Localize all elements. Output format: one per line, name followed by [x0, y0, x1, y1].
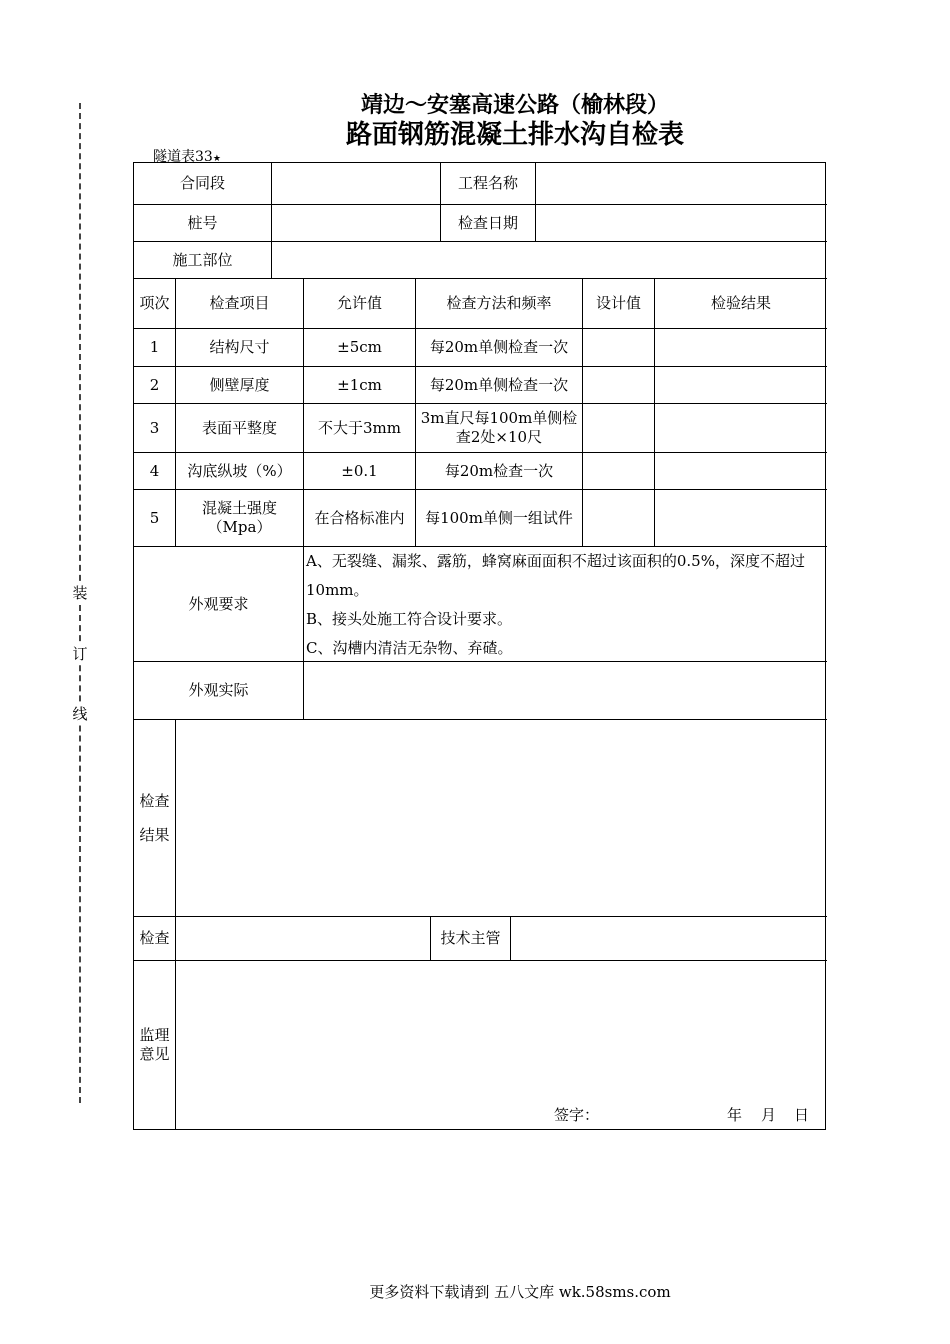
- col-header-no: 项次: [134, 279, 176, 329]
- inspect-date-label: 检查日期: [441, 205, 536, 242]
- col-header-design: 设计值: [583, 279, 655, 329]
- results-field[interactable]: [176, 720, 827, 917]
- tech-supervisor-field[interactable]: [511, 917, 827, 961]
- appearance-req-label: 外观要求: [134, 547, 304, 662]
- row-result-field[interactable]: [655, 367, 827, 404]
- row-no: 1: [134, 329, 176, 367]
- contract-label: 合同段: [134, 163, 272, 205]
- appearance-req-text: [304, 547, 827, 662]
- inspect-date-field[interactable]: [536, 205, 827, 242]
- appearance-actual-label: 外观实际: [134, 662, 304, 720]
- row-result-field[interactable]: [655, 329, 827, 367]
- row-item: 结构尺寸: [176, 329, 304, 367]
- station-label: 桩号: [134, 205, 272, 242]
- row-result-field[interactable]: [655, 490, 827, 547]
- appearance-req-line: A、无裂缝、漏浆、露筋，蜂窝麻面面积不超过该面积的0.5%，深度不超过10mm。: [306, 552, 805, 599]
- row-item: 表面平整度: [176, 404, 304, 453]
- check-label: 检查: [134, 917, 176, 961]
- row-allow: ±0.1: [304, 453, 416, 490]
- row-design-field[interactable]: [583, 490, 655, 547]
- construction-part-field[interactable]: [272, 242, 827, 279]
- row-item: 混凝土强度（Mpa）: [176, 490, 304, 547]
- row-method: 每20m单侧检查一次: [416, 329, 583, 367]
- appearance-actual-field[interactable]: [304, 662, 827, 720]
- binding-char-3: 线: [72, 705, 88, 723]
- project-name-label: 工程名称: [441, 163, 536, 205]
- row-item: 沟底纵坡（%）: [176, 453, 304, 490]
- title-line-1: 靖边～安塞高速公路（榆林段）: [360, 93, 669, 118]
- row-no: 2: [134, 367, 176, 404]
- date-month: 月: [761, 1106, 777, 1124]
- row-design-field[interactable]: [583, 367, 655, 404]
- row-allow: ±1cm: [304, 367, 416, 404]
- binding-char-1: 装: [72, 584, 88, 602]
- form-number-text: 隧道表33: [153, 149, 213, 165]
- date-year: 年: [727, 1106, 743, 1124]
- supervision-label: 监理意见: [134, 961, 176, 1129]
- binding-line: [79, 103, 81, 1103]
- row-allow: 不大于3mm: [304, 404, 416, 453]
- col-header-result: 检验结果: [655, 279, 827, 329]
- appearance-req-line: B、接头处施工符合设计要求。: [306, 610, 513, 628]
- row-design-field[interactable]: [583, 453, 655, 490]
- station-field[interactable]: [272, 205, 441, 242]
- appearance-req-line: C、沟槽内清洁无杂物、弃碴。: [306, 639, 513, 657]
- row-result-field[interactable]: [655, 404, 827, 453]
- row-allow: 在合格标准内: [304, 490, 416, 547]
- tech-supervisor-label: 技术主管: [431, 917, 511, 961]
- title-line-2: 路面钢筋混凝土排水沟自检表: [345, 120, 684, 150]
- footer-text: 更多资料下载请到 五八文库 wk.58sms.com: [369, 1283, 671, 1301]
- appearance-requirements: [134, 547, 827, 662]
- row-result-field[interactable]: [655, 453, 827, 490]
- row-no: 3: [134, 404, 176, 453]
- row-no: 4: [134, 453, 176, 490]
- row-design-field[interactable]: [583, 329, 655, 367]
- contract-field[interactable]: [272, 163, 441, 205]
- signature-label: 签字：: [554, 1106, 600, 1124]
- results-label: 检查结果: [134, 720, 176, 917]
- binding-char-2: 订: [72, 645, 88, 663]
- row-method: 每100m单侧一组试件: [416, 490, 583, 547]
- star-icon: ★: [212, 154, 221, 164]
- date-day: 日: [794, 1106, 810, 1124]
- col-header-allow: 允许值: [304, 279, 416, 329]
- row-allow: ±5cm: [304, 329, 416, 367]
- row-method: 每20m检查一次: [416, 453, 583, 490]
- inspection-form: [133, 162, 826, 1130]
- row-method: 每20m单侧检查一次: [416, 367, 583, 404]
- col-header-method: 检查方法和频率: [416, 279, 583, 329]
- row-method: 3m直尺每100m单侧检查2处×10尺: [416, 404, 583, 453]
- project-name-field[interactable]: [536, 163, 827, 205]
- col-header-item: 检查项目: [176, 279, 304, 329]
- row-design-field[interactable]: [583, 404, 655, 453]
- row-no: 5: [134, 490, 176, 547]
- construction-part-label: 施工部位: [134, 242, 272, 279]
- check-field[interactable]: [176, 917, 431, 961]
- row-item: 侧壁厚度: [176, 367, 304, 404]
